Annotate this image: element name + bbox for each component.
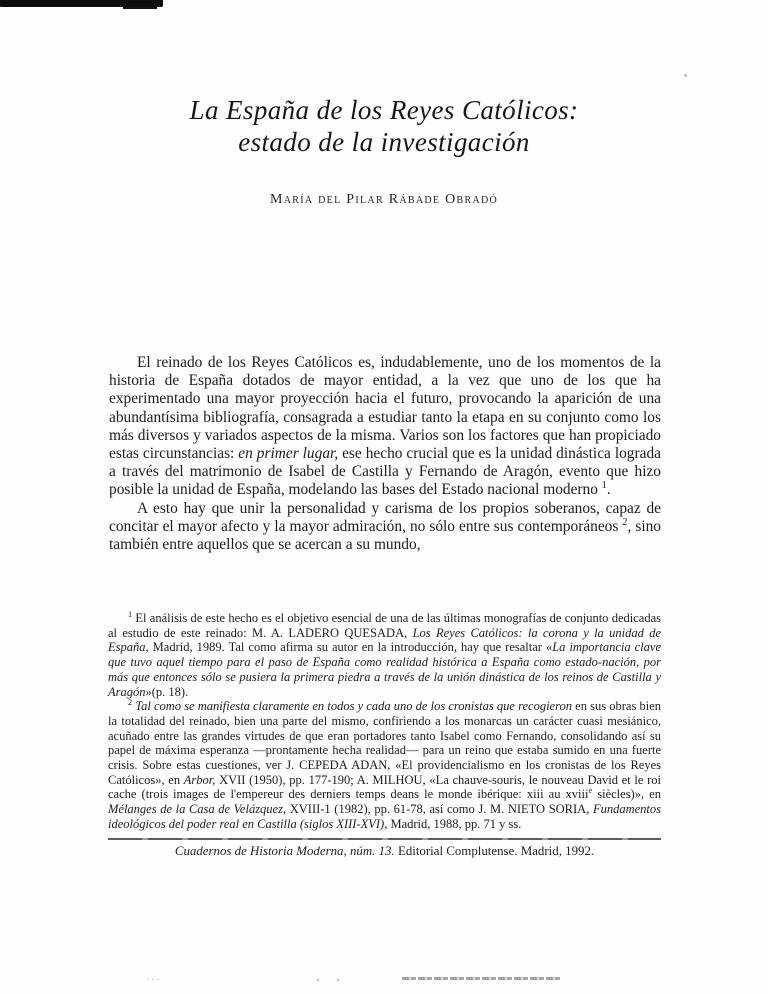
author-name: María del Pilar Rábade Obradó <box>269 192 499 207</box>
footer-divider <box>108 838 661 840</box>
footnote-1: $^1$ El análisis de este hecho es el objetivo esencial de una de las últimas monografías de conjunto dedicadas al estudio de este reinado: M. A. LADERO QUESADA, Los Reyes Católicos: la corona y la unidad de España, Madrid, 1989. Tal como afirma su autor en la introducción, hay que resaltar «La importancia clave que tuvo aquel tiempo para el paso de España como realidad histórica a España como estado-nación, por más que entonces sólo se pusiera la primera piedra a través de la unión dinástica de los reinos de Castilla y Aragón»(p. 18). <box>108 609 661 699</box>
scan-speck <box>147 979 161 980</box>
scan-noise-line <box>402 977 560 980</box>
page-bottom-block <box>108 611 661 859</box>
footnotes <box>108 611 661 832</box>
paragraph-1: El reinado de los Reyes Católicos es, indudablemente, uno de los momentos de la historia de España dotados de mayor entidad, a la vez que uno de los que ha experimentado una mayor proyección hacia el futuro, provocando la aparición de una abundantísima bibliografía, consagrada a estudiar tanto la etapa en su conjunto como los más diversos y variados aspectos de la misma. Varios son los factores que han propiciado estas circunstancias: en primer lugar, ese hecho crucial que es la unidad dinástica lograda a través del matrimonio de Isabel de Castilla y Fernando de Aragón, evento que hizo posible la unidad de España, modelando las bases del Estado nacional moderno $^1$. <box>109 354 661 499</box>
article-title-line1: La España de los Reyes Católicos: <box>189 95 579 125</box>
journal-footer: Cuadernos de Historia Moderna, núm. 13. Editorial Complutense. Madrid, 1992. <box>174 843 595 858</box>
scan-artifact-bar <box>0 0 163 7</box>
article-title <box>84 94 684 158</box>
scan-speck <box>317 979 319 981</box>
paragraph-2: A esto hay que unir la personalidad y carisma de los propios soberanos, capaz de concitar el mayor afecto y la mayor admiración, no sólo entre sus contemporáneos $^2$, sino también entre aquellos que se acercan a su mundo, <box>109 499 661 554</box>
scan-speck <box>684 74 687 77</box>
footnote-2: $^2$ Tal como se manifiesta claramente en todos y cada uno de los cronistas que recogieron en sus obras bien la totalidad del reinado, bien una parte del mismo, confiriendo a los monarcas un carácter cuasi mesiánico, acuñado entre las grandes virtudes de que eran portadores tanto Isabel como Fernando, consolidando así su papel de máxima esperanza —prontamente hecha realidad— para un reino que estaba sumido en una fuerte crisis. Sobre estas cuestiones, ver J. CEPEDA ADAN, «El providencialismo en los cronistas de los Reyes Católicos», en Arbor, XVII (1950), pp. 177-190; A. MILHOU, «La chauve-souris, le nouveau David et le roi cache (trois images de l'empereur des derniers temps deans le monde ibérique: xiii au xviii$^e$ siècles)», en Mélanges de la Casa de Velázquez, XVIII-1 (1982), pp. 61-78, así como J. M. NIETO SORIA, Fundamentos ideológicos del poder real en Castilla (siglos XIII-XVI), Madrid, 1988, pp. 71 y ss. <box>108 698 661 831</box>
body-text <box>109 354 661 554</box>
scan-speck <box>337 979 339 981</box>
article-title-line2: estado de la investigación <box>238 127 530 157</box>
